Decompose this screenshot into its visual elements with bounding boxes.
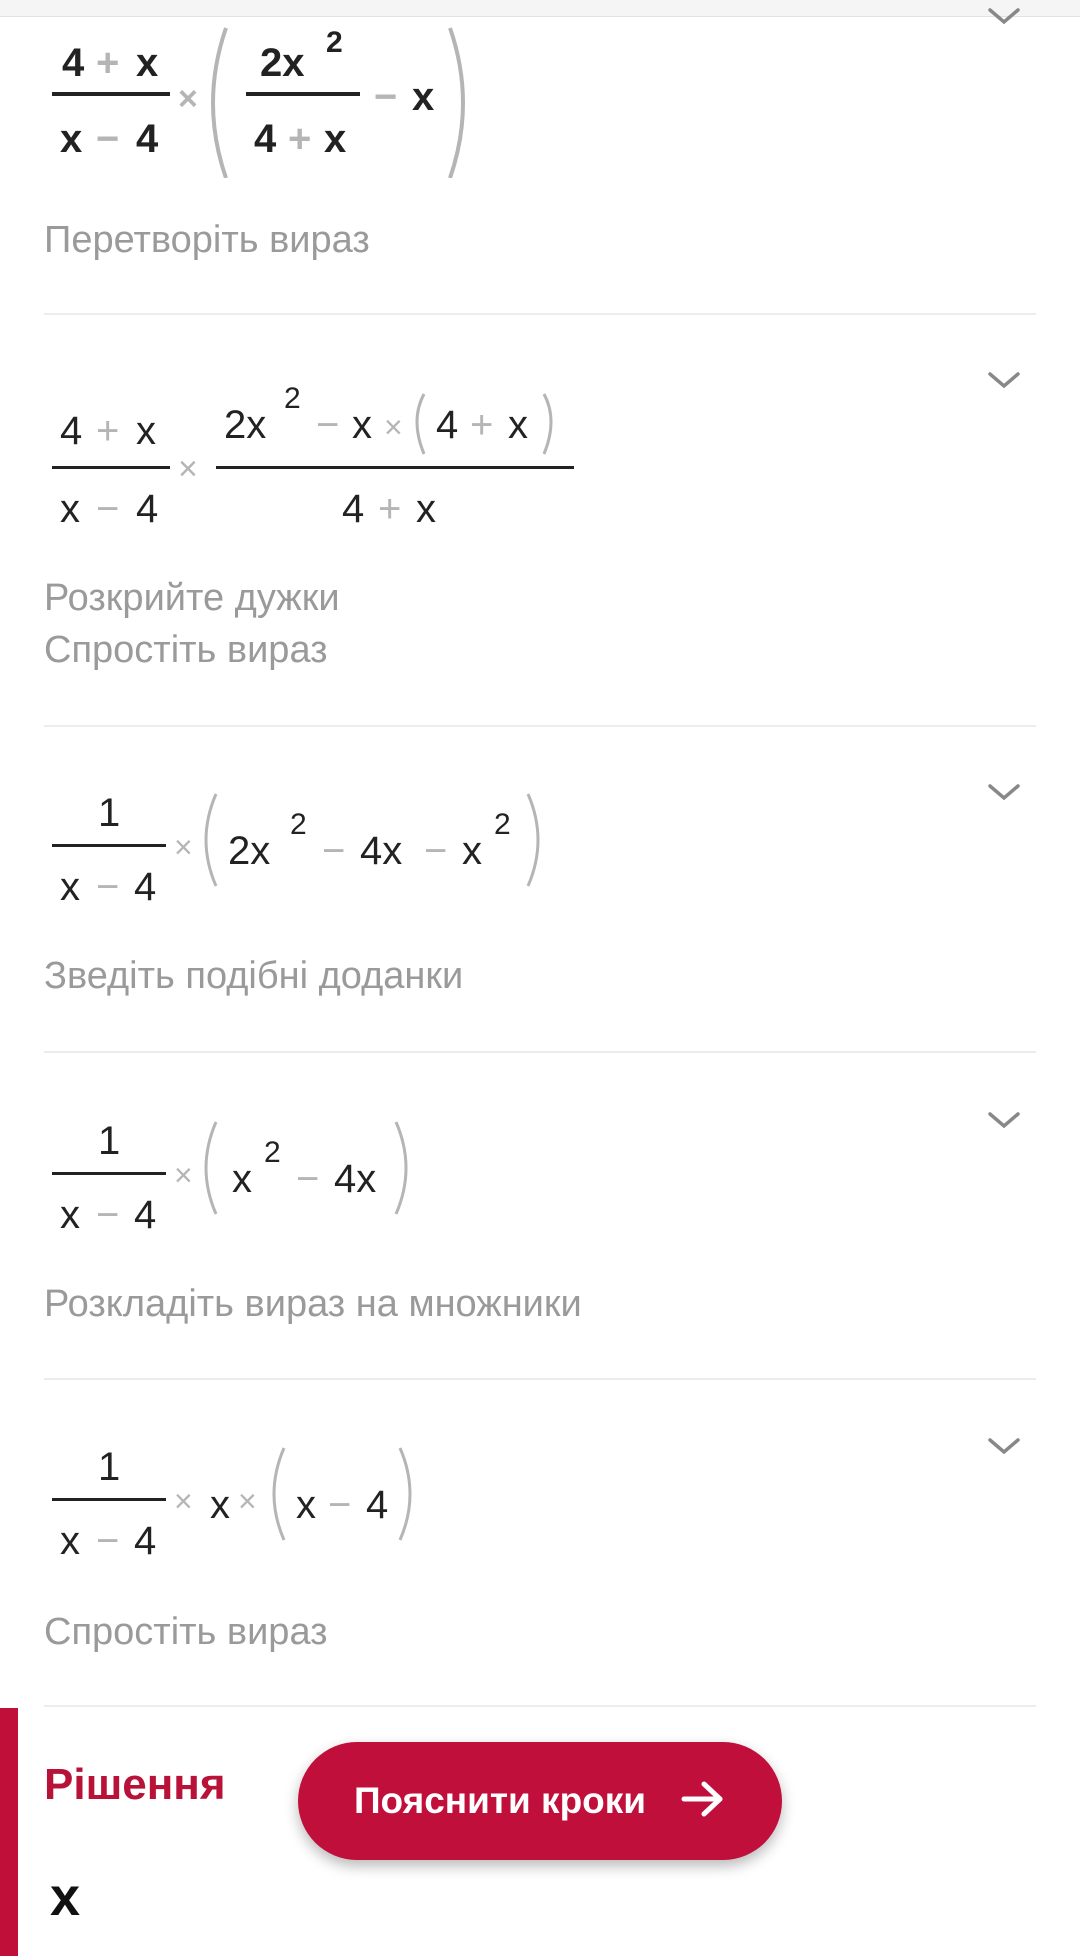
svg-text:x: x <box>412 75 435 119</box>
svg-text:x: x <box>296 1483 316 1527</box>
step-4-expression <box>50 1110 490 1240</box>
step-2-expression <box>50 378 610 538</box>
divider <box>44 1378 1036 1380</box>
svg-text:x: x <box>508 403 528 447</box>
solution-title: Рішення <box>44 1760 226 1809</box>
step-description: Перетворіть вираз <box>44 219 370 261</box>
svg-text:4: 4 <box>342 487 365 531</box>
svg-text:−: − <box>96 1193 120 1237</box>
divider <box>44 725 1036 727</box>
svg-text:+: + <box>378 487 402 531</box>
solution-value: x <box>50 1867 81 1927</box>
step-description: Зведіть подібні доданки <box>44 955 464 997</box>
svg-text:x: x <box>60 1193 80 1237</box>
svg-text:−: − <box>424 829 448 873</box>
divider <box>44 313 1036 315</box>
svg-text:+: + <box>470 403 494 447</box>
svg-text:x: x <box>60 1519 80 1563</box>
svg-text:4: 4 <box>136 487 159 531</box>
svg-text:4: 4 <box>436 403 459 447</box>
svg-text:4: 4 <box>254 117 277 161</box>
svg-text:x: x <box>136 41 159 85</box>
svg-text:2: 2 <box>290 808 307 841</box>
svg-text:x: x <box>60 865 80 909</box>
svg-text:−: − <box>96 865 120 909</box>
svg-text:x: x <box>60 117 83 161</box>
svg-text:−: − <box>316 403 340 447</box>
svg-text:x: x <box>136 409 156 453</box>
svg-text:4: 4 <box>60 409 83 453</box>
svg-text:x: x <box>232 1157 252 1201</box>
explain-steps-button[interactable] <box>298 1742 782 1860</box>
svg-text:4: 4 <box>134 1519 157 1563</box>
svg-text:×: × <box>174 1157 193 1193</box>
svg-text:2: 2 <box>326 26 343 59</box>
svg-text:x: x <box>462 829 482 873</box>
svg-text:2x: 2x <box>224 403 267 447</box>
svg-text:x: x <box>416 487 436 531</box>
solution-accent-bar <box>0 1708 18 1956</box>
svg-text:2: 2 <box>494 808 511 841</box>
svg-text:1: 1 <box>98 1119 121 1163</box>
explain-steps-label: Пояснити кроки <box>353 1780 647 1821</box>
svg-text:−: − <box>96 117 120 161</box>
svg-text:2x: 2x <box>228 829 271 873</box>
svg-text:4: 4 <box>134 1193 157 1237</box>
step-description: Розкрийте дужки Спростіть вираз <box>44 577 340 671</box>
svg-text:−: − <box>96 1519 120 1563</box>
svg-text:−: − <box>374 75 398 119</box>
chevron-down-icon[interactable] <box>986 782 1022 804</box>
step-description: Розкладіть вираз на множники <box>44 1283 582 1325</box>
svg-text:1: 1 <box>98 1445 121 1489</box>
svg-text:×: × <box>238 1483 257 1519</box>
svg-text:4x: 4x <box>334 1157 377 1201</box>
svg-text:+: + <box>96 409 120 453</box>
svg-text:×: × <box>174 829 193 865</box>
divider <box>44 1051 1036 1053</box>
step-5-expression <box>50 1436 490 1566</box>
svg-text:x: x <box>352 403 372 447</box>
svg-text:−: − <box>328 1483 352 1527</box>
svg-text:x: x <box>60 487 80 531</box>
svg-text:×: × <box>178 80 198 118</box>
step-3-expression <box>50 782 610 912</box>
step-description: Спростіть вираз <box>44 1611 328 1653</box>
svg-text:×: × <box>178 450 198 488</box>
svg-text:×: × <box>384 409 403 445</box>
svg-text:2x: 2x <box>260 41 305 85</box>
svg-text:+: + <box>288 117 312 161</box>
svg-text:x: x <box>210 1483 230 1527</box>
svg-text:4: 4 <box>62 41 85 85</box>
chevron-down-icon[interactable] <box>986 6 1022 28</box>
top-bar <box>0 0 1080 17</box>
svg-text:−: − <box>296 1157 320 1201</box>
svg-text:4: 4 <box>366 1483 389 1527</box>
svg-text:−: − <box>96 487 120 531</box>
svg-text:4x: 4x <box>360 829 403 873</box>
svg-text:4: 4 <box>136 117 159 161</box>
divider <box>44 1705 1036 1707</box>
svg-text:2: 2 <box>284 382 301 415</box>
svg-text:×: × <box>174 1483 193 1519</box>
svg-text:1: 1 <box>98 791 121 835</box>
chevron-down-icon[interactable] <box>986 1110 1022 1132</box>
svg-text:4: 4 <box>134 865 157 909</box>
chevron-down-icon[interactable] <box>986 370 1022 392</box>
svg-text:+: + <box>96 41 120 85</box>
svg-text:x: x <box>324 117 347 161</box>
svg-text:−: − <box>322 829 346 873</box>
step-1-expression <box>50 18 490 178</box>
svg-text:2: 2 <box>264 1136 281 1169</box>
arrow-right-icon <box>680 1779 726 1824</box>
chevron-down-icon[interactable] <box>986 1436 1022 1458</box>
